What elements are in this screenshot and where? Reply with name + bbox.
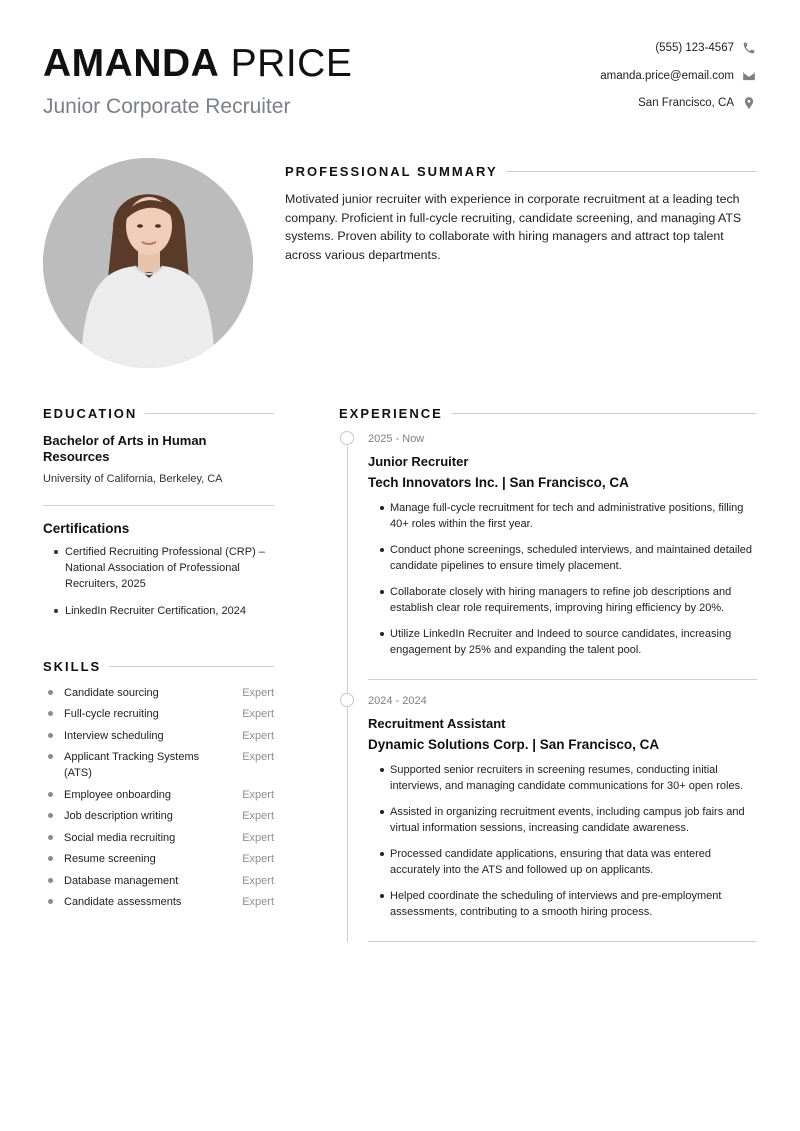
skill-level: Expert (242, 875, 274, 887)
divider (368, 941, 757, 942)
skill-name: Resume screening (43, 851, 214, 867)
job-company: Dynamic Solutions Corp. | San Francisco, CA (368, 737, 660, 752)
skill-name: Full-cycle recruiting (43, 706, 214, 722)
location-pin-icon (742, 96, 756, 110)
skill-level: Expert (242, 708, 274, 720)
skill-name: Database management (43, 873, 214, 889)
contact-phone (655, 41, 756, 55)
job-role: Recruitment Assistant (368, 716, 506, 731)
experience-heading (339, 406, 757, 421)
skill-name: Candidate assessments (43, 894, 214, 910)
job-role: Junior Recruiter (368, 454, 469, 469)
divider (43, 505, 274, 506)
skill-item (43, 706, 274, 722)
summary-heading (285, 164, 757, 179)
education-heading-text: EDUCATION (43, 406, 138, 421)
job-company: Tech Innovators Inc. | San Francisco, CA (368, 475, 629, 490)
skill-level: Expert (242, 751, 274, 763)
skill-item (43, 830, 274, 846)
skill-name: Candidate sourcing (43, 685, 214, 701)
skill-name: Social media recruiting (43, 830, 214, 846)
summary-heading-text: PROFESSIONAL SUMMARY (285, 164, 498, 179)
certification-item: LinkedIn Recruiter Certification, 2024 (43, 603, 268, 619)
skill-level: Expert (242, 810, 274, 822)
job-bullet: Supported senior recruiters in screening resumes, conducting initial interviews, and managing candidate communications for 30+ open roles. (368, 762, 763, 794)
job-bullet: Manage full-cycle recruitment for tech and administrative positions, filling 40+ roles within the first year. (368, 500, 763, 532)
candidate-name (43, 42, 352, 86)
skill-level: Expert (242, 730, 274, 742)
degree: Bachelor of Arts in Human Resources (43, 433, 207, 464)
skill-level: Expert (242, 853, 274, 865)
skill-level: Expert (242, 896, 274, 908)
timeline-dot (340, 431, 354, 445)
certification-item: Certified Recruiting Professional (CRP) – National Association of Professional Recruiters, 2025 (43, 544, 268, 592)
section-divider (451, 413, 757, 414)
summary-text: Motivated junior recruiter with experience in corporate recruitment at a leading tech company. Proficient in full-cycle recruiting, candidate screening, and managing ATS systems. Proven ability to collaborate with hiring managers and attract top talent across various departments. (285, 192, 742, 262)
job-bullets (368, 500, 763, 668)
skill-item (43, 851, 274, 867)
job-bullet: Collaborate closely with hiring managers to refine job descriptions and establish clear role requirements, improving hiring efficiency by 20%. (368, 584, 763, 616)
email-icon (742, 69, 756, 83)
job-dates: 2025 - Now (368, 433, 425, 445)
skill-item (43, 685, 274, 701)
job-bullet: Processed candidate applications, ensuring that data was entered accurately into the ATS and followed up on applicants. (368, 846, 763, 878)
job-bullet: Conduct phone screenings, scheduled interviews, and maintained detailed candidate pipelines to ensure timely placement. (368, 542, 763, 574)
contact-location (638, 96, 756, 110)
skill-item (43, 894, 274, 910)
skill-item (43, 808, 274, 824)
skill-name: Applicant Tracking Systems (ATS) (43, 749, 214, 781)
skills-heading (43, 659, 274, 674)
job-bullet: Utilize LinkedIn Recruiter and Indeed to source candidates, increasing engagement by 25% and expanding the talent pool. (368, 626, 763, 658)
school: University of California, Berkeley, CA (43, 473, 223, 485)
certifications-heading: Certifications (43, 521, 130, 536)
location-text: San Francisco, CA (638, 97, 734, 109)
section-divider (109, 666, 274, 667)
job-dates: 2024 - 2024 (368, 695, 427, 707)
skill-level: Expert (242, 687, 274, 699)
skill-level: Expert (242, 832, 274, 844)
profile-photo (43, 158, 253, 368)
skill-name: Job description writing (43, 808, 214, 824)
job-bullet: Assisted in organizing recruitment events, including campus job fairs and virtual information sessions, increasing candidate awareness. (368, 804, 763, 836)
skill-name: Employee onboarding (43, 787, 214, 803)
email-text: amanda.price@email.com (600, 70, 734, 82)
section-divider (506, 171, 757, 172)
job-bullets (368, 762, 763, 930)
skill-item (43, 787, 274, 803)
timeline-dot (340, 693, 354, 707)
contact-email (600, 69, 756, 83)
skill-item (43, 873, 274, 889)
divider (368, 679, 757, 680)
certifications-list (43, 544, 268, 630)
skills-heading-text: SKILLS (43, 659, 102, 674)
skill-item (43, 749, 274, 781)
phone-icon (742, 41, 756, 55)
last-name: PRICE (230, 42, 353, 85)
phone-text: (555) 123-4567 (655, 42, 734, 54)
education-heading (43, 406, 274, 421)
experience-heading-text: EXPERIENCE (339, 406, 443, 421)
skill-level: Expert (242, 789, 274, 801)
job-title: Junior Corporate Recruiter (43, 95, 291, 118)
skill-name: Interview scheduling (43, 728, 214, 744)
section-divider (145, 413, 274, 414)
job-bullet: Helped coordinate the scheduling of interviews and pre-employment assessments, contributing to a smooth hiring process. (368, 888, 763, 920)
first-name: AMANDA (43, 42, 220, 85)
skill-item (43, 728, 274, 744)
